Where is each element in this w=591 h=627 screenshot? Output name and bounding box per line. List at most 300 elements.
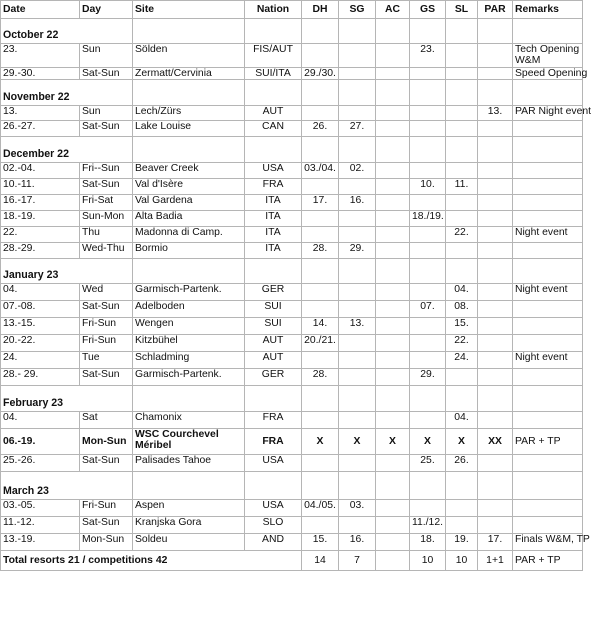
cell-ac bbox=[376, 455, 410, 472]
cell-par: XX bbox=[478, 429, 513, 455]
empty-cell bbox=[478, 259, 513, 284]
empty-cell bbox=[446, 386, 478, 412]
table-row bbox=[1, 211, 583, 227]
cell-nation: SUI/ITA bbox=[245, 68, 302, 80]
cell-dh: 04./05. bbox=[302, 500, 339, 517]
cell-site: Schladming bbox=[133, 352, 245, 369]
empty-cell bbox=[245, 80, 302, 106]
empty-cell bbox=[478, 472, 513, 500]
cell-ac bbox=[376, 227, 410, 243]
empty-cell bbox=[478, 137, 513, 163]
cell-ac bbox=[376, 68, 410, 80]
cell-date: 13.-15. bbox=[1, 318, 80, 335]
cell-gs bbox=[410, 500, 446, 517]
cell-nation: SUI bbox=[245, 301, 302, 318]
cell-site: Zermatt/Cervinia bbox=[133, 68, 245, 80]
cell-gs: 23. bbox=[410, 44, 446, 68]
cell-sl bbox=[446, 163, 478, 179]
header-gs: GS bbox=[410, 1, 446, 19]
cell-date: 13. bbox=[1, 106, 80, 121]
cell-date: 10.-11. bbox=[1, 179, 80, 195]
empty-cell bbox=[245, 259, 302, 284]
totals-gs: 10 bbox=[410, 551, 446, 571]
cell-ac bbox=[376, 106, 410, 121]
cell-site: Adelboden bbox=[133, 301, 245, 318]
cell-sg bbox=[339, 211, 376, 227]
table-row bbox=[1, 429, 583, 455]
cell-dh: X bbox=[302, 429, 339, 455]
empty-cell bbox=[410, 137, 446, 163]
month-row bbox=[1, 80, 583, 106]
cell-dh: 14. bbox=[302, 318, 339, 335]
cell-sg: 16. bbox=[339, 195, 376, 211]
cell-date: 23. bbox=[1, 44, 80, 68]
cell-remarks bbox=[513, 301, 583, 318]
cell-nation: ITA bbox=[245, 195, 302, 211]
cell-date: 28.-29. bbox=[1, 243, 80, 259]
table-row bbox=[1, 243, 583, 259]
cell-date: 04. bbox=[1, 412, 80, 429]
cell-sl bbox=[446, 121, 478, 137]
table-row bbox=[1, 227, 583, 243]
header-sl: SL bbox=[446, 1, 478, 19]
cell-ac bbox=[376, 121, 410, 137]
cell-par bbox=[478, 517, 513, 534]
cell-date: 29.-30. bbox=[1, 68, 80, 80]
cell-day: Wed bbox=[80, 284, 133, 301]
cell-ac bbox=[376, 335, 410, 352]
cell-sl bbox=[446, 211, 478, 227]
cell-dh: 28. bbox=[302, 243, 339, 259]
cell-day: Sun bbox=[80, 106, 133, 121]
cell-date: 11.-12. bbox=[1, 517, 80, 534]
cell-remarks bbox=[513, 500, 583, 517]
month-row bbox=[1, 137, 583, 163]
cell-par bbox=[478, 412, 513, 429]
table-row bbox=[1, 195, 583, 211]
cell-dh bbox=[302, 284, 339, 301]
cell-ac bbox=[376, 318, 410, 335]
cell-sl: 08. bbox=[446, 301, 478, 318]
totals-dh: 14 bbox=[302, 551, 339, 571]
empty-cell bbox=[376, 137, 410, 163]
cell-dh bbox=[302, 412, 339, 429]
empty-cell bbox=[245, 19, 302, 44]
cell-sg bbox=[339, 301, 376, 318]
cell-ac bbox=[376, 517, 410, 534]
cell-remarks: PAR Night event bbox=[513, 106, 583, 121]
cell-sl bbox=[446, 517, 478, 534]
cell-day: Sun bbox=[80, 44, 133, 68]
cell-sg: 29. bbox=[339, 243, 376, 259]
empty-cell bbox=[410, 19, 446, 44]
cell-sl: 04. bbox=[446, 412, 478, 429]
empty-cell bbox=[410, 259, 446, 284]
cell-par: 13. bbox=[478, 106, 513, 121]
empty-cell bbox=[133, 80, 245, 106]
cell-sg bbox=[339, 284, 376, 301]
month-row bbox=[1, 259, 583, 284]
cell-site: Wengen bbox=[133, 318, 245, 335]
header-nation: Nation bbox=[245, 1, 302, 19]
cell-gs bbox=[410, 227, 446, 243]
cell-day: Mon-Sun bbox=[80, 534, 133, 551]
cell-sg bbox=[339, 352, 376, 369]
cell-day: Fri-Sun bbox=[80, 318, 133, 335]
cell-remarks: Finals W&M, TP bbox=[513, 534, 583, 551]
cell-remarks bbox=[513, 195, 583, 211]
cell-day: Thu bbox=[80, 227, 133, 243]
totals-ac bbox=[376, 551, 410, 571]
table-row bbox=[1, 352, 583, 369]
cell-site: Soldeu bbox=[133, 534, 245, 551]
cell-sg: 02. bbox=[339, 163, 376, 179]
cell-sl bbox=[446, 106, 478, 121]
cell-remarks bbox=[513, 517, 583, 534]
cell-remarks bbox=[513, 369, 583, 386]
empty-cell bbox=[410, 80, 446, 106]
cell-nation: AUT bbox=[245, 106, 302, 121]
cell-remarks: Night event bbox=[513, 284, 583, 301]
cell-remarks bbox=[513, 335, 583, 352]
cell-dh: 26. bbox=[302, 121, 339, 137]
empty-cell bbox=[339, 259, 376, 284]
cell-sg: 03. bbox=[339, 500, 376, 517]
cell-nation: FIS/AUT bbox=[245, 44, 302, 68]
cell-par bbox=[478, 455, 513, 472]
cell-day: Fri-Sun bbox=[80, 335, 133, 352]
table-row bbox=[1, 335, 583, 352]
cell-sg bbox=[339, 335, 376, 352]
cell-nation: SUI bbox=[245, 318, 302, 335]
cell-day: Fri--Sun bbox=[80, 163, 133, 179]
cell-sl bbox=[446, 243, 478, 259]
cell-gs bbox=[410, 163, 446, 179]
cell-site: Garmisch-Partenk. bbox=[133, 284, 245, 301]
cell-par bbox=[478, 163, 513, 179]
cell-ac bbox=[376, 534, 410, 551]
cell-ac bbox=[376, 352, 410, 369]
table-row bbox=[1, 106, 583, 121]
cell-nation: CAN bbox=[245, 121, 302, 137]
cell-site: Madonna di Camp. bbox=[133, 227, 245, 243]
cell-gs: 25. bbox=[410, 455, 446, 472]
table-row bbox=[1, 44, 583, 68]
cell-date: 04. bbox=[1, 284, 80, 301]
cell-dh: 20./21. bbox=[302, 335, 339, 352]
cell-site: Val Gardena bbox=[133, 195, 245, 211]
cell-remarks: PAR + TP bbox=[513, 429, 583, 455]
table-row bbox=[1, 412, 583, 429]
table-row bbox=[1, 500, 583, 517]
empty-cell bbox=[133, 259, 245, 284]
empty-cell bbox=[133, 472, 245, 500]
header-ac: AC bbox=[376, 1, 410, 19]
cell-remarks: Speed Opening bbox=[513, 68, 583, 80]
header-date: Date bbox=[1, 1, 80, 19]
cell-nation: USA bbox=[245, 163, 302, 179]
cell-date: 24. bbox=[1, 352, 80, 369]
cell-dh bbox=[302, 179, 339, 195]
cell-nation: FRA bbox=[245, 429, 302, 455]
cell-par bbox=[478, 284, 513, 301]
table-row bbox=[1, 369, 583, 386]
cell-site: Sölden bbox=[133, 44, 245, 68]
cell-remarks: Tech Opening W&M bbox=[513, 44, 583, 68]
cell-par bbox=[478, 121, 513, 137]
cell-sl: 15. bbox=[446, 318, 478, 335]
cell-remarks bbox=[513, 243, 583, 259]
cell-dh bbox=[302, 352, 339, 369]
cell-sl bbox=[446, 195, 478, 211]
empty-cell bbox=[245, 386, 302, 412]
cell-par bbox=[478, 227, 513, 243]
cell-gs: 11./12. bbox=[410, 517, 446, 534]
cell-par bbox=[478, 44, 513, 68]
cell-site: Lake Louise bbox=[133, 121, 245, 137]
cell-sg bbox=[339, 369, 376, 386]
cell-site: Val d'Isère bbox=[133, 179, 245, 195]
header-day: Day bbox=[80, 1, 133, 19]
empty-cell bbox=[302, 472, 339, 500]
cell-gs bbox=[410, 352, 446, 369]
empty-cell bbox=[446, 472, 478, 500]
cell-dh bbox=[302, 211, 339, 227]
empty-cell bbox=[133, 19, 245, 44]
empty-cell bbox=[376, 472, 410, 500]
cell-dh: 28. bbox=[302, 369, 339, 386]
cell-sg bbox=[339, 412, 376, 429]
cell-sl: 11. bbox=[446, 179, 478, 195]
cell-sg bbox=[339, 179, 376, 195]
month-label: October 22 bbox=[1, 19, 133, 44]
empty-cell bbox=[339, 19, 376, 44]
cell-sg: 16. bbox=[339, 534, 376, 551]
cell-site: Bormio bbox=[133, 243, 245, 259]
cell-gs: 29. bbox=[410, 369, 446, 386]
totals-sl: 10 bbox=[446, 551, 478, 571]
month-row bbox=[1, 386, 583, 412]
cell-par bbox=[478, 179, 513, 195]
cell-day: Wed-Thu bbox=[80, 243, 133, 259]
cell-remarks bbox=[513, 318, 583, 335]
cell-dh bbox=[302, 227, 339, 243]
cell-ac bbox=[376, 500, 410, 517]
cell-site: Alta Badia bbox=[133, 211, 245, 227]
table-row bbox=[1, 455, 583, 472]
cell-remarks bbox=[513, 455, 583, 472]
empty-cell bbox=[513, 386, 583, 412]
cell-nation: USA bbox=[245, 500, 302, 517]
empty-cell bbox=[478, 19, 513, 44]
cell-ac bbox=[376, 195, 410, 211]
cell-gs: 07. bbox=[410, 301, 446, 318]
cell-site: Kranjska Gora bbox=[133, 517, 245, 534]
cell-sl: 26. bbox=[446, 455, 478, 472]
totals-remarks: PAR + TP bbox=[513, 551, 583, 571]
cell-site: Chamonix bbox=[133, 412, 245, 429]
cell-nation: SLO bbox=[245, 517, 302, 534]
cell-nation: GER bbox=[245, 284, 302, 301]
cell-day: Sun-Mon bbox=[80, 211, 133, 227]
cell-day: Fri-Sat bbox=[80, 195, 133, 211]
cell-nation: FRA bbox=[245, 412, 302, 429]
cell-day: Sat-Sun bbox=[80, 301, 133, 318]
empty-cell bbox=[410, 472, 446, 500]
cell-sg: 13. bbox=[339, 318, 376, 335]
cell-nation: AND bbox=[245, 534, 302, 551]
month-row bbox=[1, 19, 583, 44]
empty-cell bbox=[376, 259, 410, 284]
header-par: PAR bbox=[478, 1, 513, 19]
cell-day: Mon-Sun bbox=[80, 429, 133, 455]
cell-par bbox=[478, 243, 513, 259]
cell-ac bbox=[376, 179, 410, 195]
empty-cell bbox=[513, 137, 583, 163]
cell-nation: USA bbox=[245, 455, 302, 472]
cell-sl: 04. bbox=[446, 284, 478, 301]
empty-cell bbox=[513, 472, 583, 500]
empty-cell bbox=[302, 137, 339, 163]
cell-nation: AUT bbox=[245, 335, 302, 352]
cell-ac bbox=[376, 211, 410, 227]
cell-gs: X bbox=[410, 429, 446, 455]
empty-cell bbox=[376, 80, 410, 106]
empty-cell bbox=[133, 137, 245, 163]
cell-site: Aspen bbox=[133, 500, 245, 517]
cell-sl bbox=[446, 500, 478, 517]
cell-date: 20.-22. bbox=[1, 335, 80, 352]
empty-cell bbox=[302, 386, 339, 412]
cell-par bbox=[478, 318, 513, 335]
header-dh: DH bbox=[302, 1, 339, 19]
table-row bbox=[1, 534, 583, 551]
cell-par bbox=[478, 352, 513, 369]
cell-sg: 27. bbox=[339, 121, 376, 137]
cell-ac bbox=[376, 243, 410, 259]
cell-remarks bbox=[513, 412, 583, 429]
cell-site: Palisades Tahoe bbox=[133, 455, 245, 472]
cell-sl: 22. bbox=[446, 335, 478, 352]
cell-date: 28.- 29. bbox=[1, 369, 80, 386]
cell-nation: FRA bbox=[245, 179, 302, 195]
cell-sl: X bbox=[446, 429, 478, 455]
cell-par: 17. bbox=[478, 534, 513, 551]
cell-dh: 29./30. bbox=[302, 68, 339, 80]
cell-day: Sat-Sun bbox=[80, 179, 133, 195]
month-row bbox=[1, 472, 583, 500]
cell-gs bbox=[410, 412, 446, 429]
cell-ac bbox=[376, 284, 410, 301]
empty-cell bbox=[513, 80, 583, 106]
cell-sl: 22. bbox=[446, 227, 478, 243]
empty-cell bbox=[513, 259, 583, 284]
empty-cell bbox=[302, 80, 339, 106]
empty-cell bbox=[478, 386, 513, 412]
cell-sg bbox=[339, 106, 376, 121]
table-row bbox=[1, 68, 583, 80]
empty-cell bbox=[302, 19, 339, 44]
cell-sg bbox=[339, 455, 376, 472]
cell-gs bbox=[410, 335, 446, 352]
cell-nation: GER bbox=[245, 369, 302, 386]
cell-site: Kitzbühel bbox=[133, 335, 245, 352]
empty-cell bbox=[446, 80, 478, 106]
totals-label: Total resorts 21 / competitions 42 bbox=[1, 551, 302, 571]
cell-sg bbox=[339, 517, 376, 534]
cell-nation: ITA bbox=[245, 227, 302, 243]
cell-ac bbox=[376, 163, 410, 179]
empty-cell bbox=[339, 80, 376, 106]
cell-par bbox=[478, 369, 513, 386]
cell-remarks: Night event bbox=[513, 352, 583, 369]
cell-gs bbox=[410, 318, 446, 335]
empty-cell bbox=[245, 472, 302, 500]
cell-sg: X bbox=[339, 429, 376, 455]
cell-site: WSC Courchevel Méribel bbox=[133, 429, 245, 455]
empty-cell bbox=[376, 19, 410, 44]
table-row bbox=[1, 163, 583, 179]
cell-gs bbox=[410, 121, 446, 137]
cell-par bbox=[478, 301, 513, 318]
month-label: February 23 bbox=[1, 386, 133, 412]
cell-day: Sat bbox=[80, 412, 133, 429]
cell-gs: 18. bbox=[410, 534, 446, 551]
cell-site: Lech/Zürs bbox=[133, 106, 245, 121]
cell-site: Beaver Creek bbox=[133, 163, 245, 179]
table-row bbox=[1, 517, 583, 534]
cell-remarks bbox=[513, 179, 583, 195]
cell-par bbox=[478, 500, 513, 517]
table-row bbox=[1, 301, 583, 318]
empty-cell bbox=[376, 386, 410, 412]
month-label: March 23 bbox=[1, 472, 133, 500]
cell-sl: 19. bbox=[446, 534, 478, 551]
cell-date: 06.-19. bbox=[1, 429, 80, 455]
month-label: November 22 bbox=[1, 80, 133, 106]
header-row bbox=[1, 1, 583, 19]
header-sg: SG bbox=[339, 1, 376, 19]
totals-sg: 7 bbox=[339, 551, 376, 571]
table-row bbox=[1, 121, 583, 137]
cell-gs bbox=[410, 106, 446, 121]
header-site: Site bbox=[133, 1, 245, 19]
cell-sl bbox=[446, 369, 478, 386]
cell-gs bbox=[410, 284, 446, 301]
cell-sl bbox=[446, 44, 478, 68]
cell-site: Garmisch-Partenk. bbox=[133, 369, 245, 386]
cell-par bbox=[478, 68, 513, 80]
cell-sg bbox=[339, 227, 376, 243]
cell-date: 26.-27. bbox=[1, 121, 80, 137]
cell-gs: 10. bbox=[410, 179, 446, 195]
empty-cell bbox=[339, 472, 376, 500]
cell-sg bbox=[339, 44, 376, 68]
cell-par bbox=[478, 195, 513, 211]
cell-date: 16.-17. bbox=[1, 195, 80, 211]
cell-gs: 18./19. bbox=[410, 211, 446, 227]
cell-date: 22. bbox=[1, 227, 80, 243]
cell-sl bbox=[446, 68, 478, 80]
cell-dh bbox=[302, 106, 339, 121]
empty-cell bbox=[339, 137, 376, 163]
cell-remarks bbox=[513, 121, 583, 137]
cell-par bbox=[478, 211, 513, 227]
cell-ac: X bbox=[376, 429, 410, 455]
empty-cell bbox=[478, 80, 513, 106]
cell-ac bbox=[376, 301, 410, 318]
empty-cell bbox=[245, 137, 302, 163]
